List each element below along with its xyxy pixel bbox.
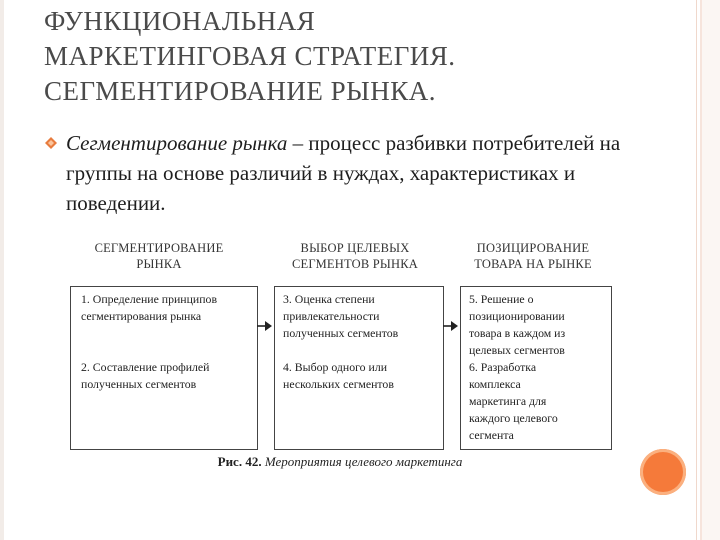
bullet-text bbox=[66, 128, 646, 218]
step-line: позиционировании bbox=[469, 309, 565, 323]
step-line: 5. Решение о bbox=[469, 292, 534, 306]
frame-right-border bbox=[696, 0, 697, 540]
step-line: полученных сегментов bbox=[81, 377, 197, 391]
column-heading-positioning bbox=[452, 240, 614, 272]
step-box-targeting bbox=[274, 286, 444, 450]
title-line-1: ФУНКЦИОНАЛЬНАЯ bbox=[44, 6, 316, 36]
column-heading-line: СЕГМЕНТОВ РЫНКА bbox=[291, 257, 419, 271]
bullet-icon bbox=[44, 136, 58, 150]
step-line: 2. Составление профилей bbox=[81, 360, 210, 374]
step-line: 6. Разработка bbox=[469, 360, 537, 374]
figure-caption bbox=[66, 454, 614, 470]
step-line: нескольких сегментов bbox=[283, 377, 394, 391]
step-line: целевых сегментов bbox=[469, 343, 565, 357]
step-line: 1. Определение принципов bbox=[81, 292, 218, 306]
column-heading-line: СЕГМЕНТИРОВАНИЕ bbox=[94, 241, 224, 255]
step-line: товара в каждом из bbox=[469, 326, 566, 340]
step-5 bbox=[469, 291, 565, 359]
step-line: сегмента bbox=[469, 428, 514, 442]
step-box-segmentation bbox=[70, 286, 258, 450]
arrow-right-icon bbox=[257, 320, 273, 332]
frame-left-border bbox=[0, 0, 4, 540]
step-line: 3. Оценка степени bbox=[283, 292, 375, 306]
step-line: сегментирования рынка bbox=[81, 309, 202, 323]
step-line: 4. Выбор одного или bbox=[283, 360, 388, 374]
targeting-diagram bbox=[66, 240, 614, 472]
step-line: каждого целевого bbox=[469, 411, 558, 425]
bullet-definition: – процесс разбивки потребителей на группы на основе различий в нуждах, характеристиках и поведении. bbox=[66, 131, 621, 215]
step-3 bbox=[283, 291, 398, 342]
column-heading-line: ТОВАРА НА РЫНКЕ bbox=[474, 257, 592, 271]
column-heading-line: ПОЗИЦИРОВАНИЕ bbox=[476, 241, 590, 255]
arrow-right-icon bbox=[443, 320, 459, 332]
slide-title bbox=[44, 4, 684, 109]
step-1 bbox=[81, 291, 217, 325]
step-2 bbox=[81, 359, 209, 393]
step-line: комплекса bbox=[469, 377, 521, 391]
figure-number: Рис. 42. bbox=[217, 454, 262, 469]
title-line-2: МАРКЕТИНГОВАЯ СТРАТЕГИЯ. bbox=[44, 41, 456, 71]
title-line-3: СЕГМЕНТИРОВАНИЕ РЫНКА. bbox=[44, 76, 436, 106]
decorative-orange-circle bbox=[640, 449, 686, 495]
step-6 bbox=[469, 359, 558, 444]
step-line: полученных сегментов bbox=[283, 326, 399, 340]
column-heading-line: РЫНКА bbox=[136, 257, 182, 271]
step-line: привлекательности bbox=[283, 309, 380, 323]
step-line: маркетинга для bbox=[469, 394, 547, 408]
column-heading-targeting bbox=[270, 240, 440, 272]
step-box-positioning bbox=[460, 286, 612, 450]
figure-caption-text: Мероприятия целевого маркетинга bbox=[264, 454, 463, 469]
column-heading-segmentation bbox=[66, 240, 252, 272]
step-4 bbox=[283, 359, 394, 393]
bullet-term: Сегментирование рынка bbox=[66, 131, 288, 155]
column-heading-line: ВЫБОР ЦЕЛЕВЫХ bbox=[300, 241, 410, 255]
frame-right-panel bbox=[702, 0, 720, 540]
